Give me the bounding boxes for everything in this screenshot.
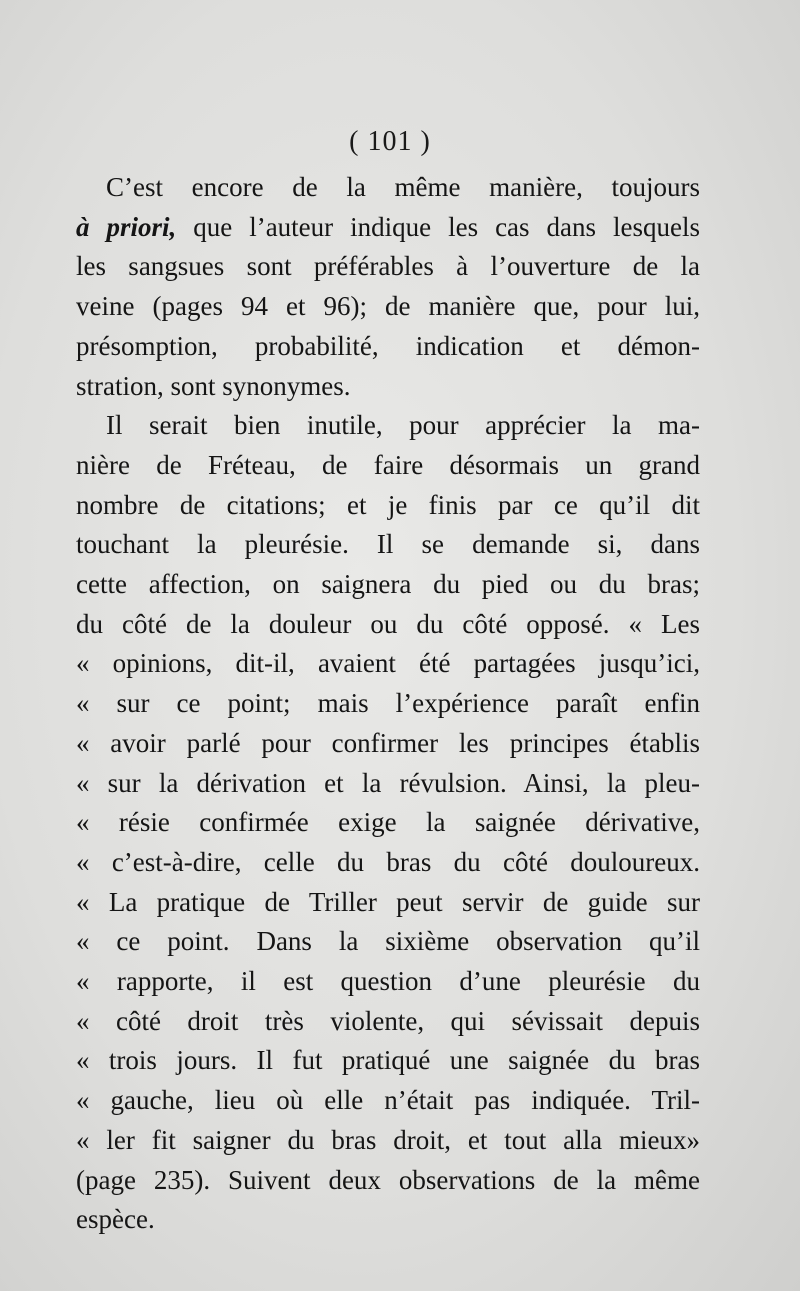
text-line: « gauche, lieu où elle n’était pas indiquée. Tril- — [76, 1085, 700, 1116]
text-line: les sangsues sont préférables à l’ouverture de la — [76, 251, 700, 282]
paragraph — [76, 168, 700, 406]
text-line: C’est encore de la même manière, toujours — [106, 172, 700, 202]
text-line: « trois jours. Il fut pratiqué une saignée du bras — [76, 1045, 700, 1076]
text-line: espèce. — [76, 1204, 155, 1235]
text-line: touchant la pleurésie. Il se demande si, dans — [76, 529, 700, 560]
text-line: « rapporte, il est question d’une pleurésie du — [76, 966, 700, 997]
text-line: « opinions, dit-il, avaient été partagées jusqu’ici, — [76, 648, 700, 679]
text-run: que l’auteur indique les cas dans lesquels — [176, 211, 700, 242]
text-line: veine (pages 94 et 96); de manière que, pour lui, — [76, 291, 700, 322]
text-line: « résie confirmée exige la saignée dérivative, — [76, 807, 700, 838]
text-line: « c’est-à-dire, celle du bras du côté douloureux. — [76, 846, 700, 877]
text-line: stration, sont synonymes. — [76, 370, 351, 401]
text-line: Il serait bien inutile, pour apprécier la ma- — [106, 410, 700, 441]
text-line: (page 235). Suivent deux observations de la même — [76, 1164, 700, 1195]
text-line: « ce point. Dans la sixième observation qu’il — [76, 926, 700, 957]
text-line: du côté de la douleur ou du côté opposé. « Les — [76, 608, 700, 639]
text-line: « La pratique de Triller peut servir de guide sur — [76, 886, 700, 917]
text-line: « sur la dérivation et la révulsion. Ainsi, la pleu- — [76, 767, 700, 798]
text-line: cette affection, on saignera du pied ou du bras; — [76, 569, 700, 600]
text-line: « côté droit très violente, qui sévissait depuis — [76, 1005, 700, 1036]
text-line: nière de Fréteau, de faire désormais un grand — [76, 449, 700, 480]
text-line: nombre de citations; et je finis par ce qu’il dit — [76, 489, 700, 520]
italic-phrase: à priori, — [76, 211, 177, 242]
body-text — [76, 168, 700, 1240]
page-number: ( 101 ) — [349, 126, 431, 157]
text-line: « ler fit saigner du bras droit, et tout alla mieux» — [76, 1124, 700, 1155]
text-line: « avoir parlé pour confirmer les principes établis — [76, 727, 700, 758]
text-line — [76, 208, 700, 248]
text-line: « sur ce point; mais l’expérience paraît enfin — [76, 688, 700, 719]
text-line: présomption, probabilité, indication et démon- — [76, 330, 700, 361]
paragraph — [76, 406, 700, 1240]
